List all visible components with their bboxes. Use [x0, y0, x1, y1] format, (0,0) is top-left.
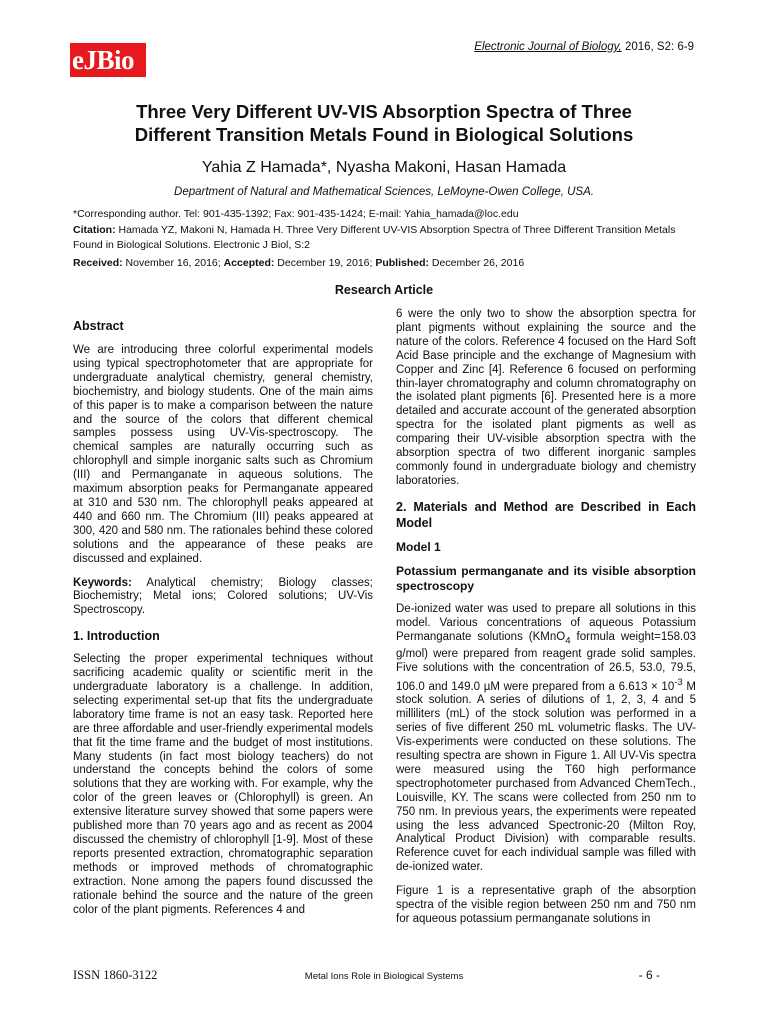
abstract-heading: Abstract	[73, 319, 124, 333]
journal-reference	[474, 41, 694, 53]
paper-title-line-2: Different Transition Metals Found in Biological Solutions	[134, 124, 634, 145]
materials-text-a: De-ionized water was used to prepare all solutions in this model. Various concentrations of aqueous Potassium Permanganate solutions (KMnO	[396, 602, 696, 643]
introduction-text: Selecting the proper experimental techniques without sacrificing academic quality or scientific merit in the undergraduate laboratory is a challenge. In addition, selecting experimental set-up that fits the undergraduate laboratory time frame is not an easy task. Reported here are three affordable and user-friendly experimental models that fit the time frame and the budget of most institutions. Many students (in fact most biology teachers) do not understand the concepts behind the colors of some solutions that they are working with. For example, why the color of the green leaves or (Chlorophyll) is green. An extensive literature survey showed that some papers were published more than 70 years ago and as recent as 2004 discussed the chemistry of chlorophyll [1-9]. Most of these reports presented extraction, chromatographic separation methods or improved methods of chromatographic extraction. None among the papers found discussed the rationale behind the source and the nature of the green color of the plant pigments. References 4 and	[73, 653, 373, 916]
subscript-4: 4	[565, 634, 571, 646]
left-column	[73, 318, 373, 927]
introduction-continued: 6 were the only two to show the absorption spectra for plant pigments without explaining the source and the nature of the colors. Reference 4 focused on the Hard Soft Acid Base principle and the exchange of Magnesium with Copper and Zinc [4]. Reference 6 focused on performing thin-layer chromatography and column chromatography on the isolated plant pigments [6]. Presented here is a more detailed and accurate account of the generated absorption spectra for the isolated plant pigments as well as comparing their UV-visible absorption spectra with the absorption spectra of two different inorganic samples commonly found in undergraduate biology and chemistry laboratories.	[396, 308, 696, 487]
keywords	[73, 577, 373, 619]
materials-text-b: formula weight=158.03 g/mol) were prepared from reagent grade solid samples. Five solutions with the concentration of 26.5, 53.0, 79.5, 106.0 and 149.0 µM were prepared from a 6.613 × 10	[396, 630, 696, 693]
article-type: Research Article	[334, 283, 434, 297]
received-date: November 16, 2016;	[122, 257, 224, 269]
introduction-heading: 1. Introduction	[73, 629, 160, 644]
published-label: Published:	[375, 257, 430, 269]
materials-text-c: M stock solution. A series of dilutions of 1, 2, 3, 4 and 5 milliliters (mL) of the stock solution was performed in a series of five different 250 mL volumetric flasks. The UV-Vis-experiments were conducted on these solutions. The resulting spectra are shown in Figure 1. All UV-Vis spectra were measured using the T60 high performance spectrophotometer purchased from Advanced ChemTech., Louisville, KY. The scans were collected from 250 nm to 750 nm. In previous years, the experiments were repeated using the less advanced Spectronic-20 (Milton Roy, Analytical Product Division) with comparable results. Reference cuvet for each individual sample was filled with de-ionized water.	[396, 680, 696, 874]
footer-section-title: Metal Ions Role in Biological Systems	[304, 971, 464, 982]
citation-label: Citation:	[73, 224, 116, 236]
affiliation: Department of Natural and Mathematical Sciences, LeMoyne-Owen College, USA.	[174, 186, 594, 198]
footer-page-number: - 6 -	[638, 968, 660, 982]
materials-paragraph-2: Figure 1 is a representative graph of the absorption spectra of the visible region between 250 nm and 750 nm for aqueous potassium permanganate solutions in	[396, 885, 696, 925]
keywords-text: Analytical chemistry; Biology classes; Biochemistry; Metal ions; Colored solutions; UV-Vis Spectroscopy.	[73, 576, 373, 617]
accepted-date: December 19, 2016;	[274, 257, 376, 269]
accepted-label: Accepted:	[223, 257, 275, 269]
paper-title-line-1: Three Very Different UV-VIS Absorption Spectra of Three	[136, 101, 632, 122]
citation	[73, 223, 697, 252]
materials-heading: 2. Materials and Method are Described in Each Model	[396, 499, 696, 530]
superscript-exponent: -3	[674, 676, 683, 688]
keywords-label: Keywords:	[73, 576, 132, 589]
publication-dates	[73, 257, 524, 269]
right-column	[396, 308, 696, 937]
abstract-text: We are introducing three colorful experimental models using typical spectrophotometer that are appropriate for undergraduate analytical chemistry, general chemistry, biochemistry, and biology students. One of the main aims of this paper is to make a comparison between the nature and the source of the colors that different chemical samples possess using UV-Vis-spectroscopy. The chemical samples are naturally occurring such as chlorophyll and simple inorganic salts such as Chromium (III) and Permanganate in aqueous solutions. The maximum absorption peaks for Permanganate appeared at 310 and 530 nm. The chlorophyll peaks appeared at 440 and 660 nm. The Chromium (III) peaks appeared at 300, 420 and 580 nm. The rationales behind these colored solutions and the appearance of these peaks are discussed and explained.	[73, 344, 373, 565]
citation-text: Hamada YZ, Makoni N, Hamada H. Three Very Different UV-VIS Absorption Spectra of Three Different Transition Metals Found in Biological Solutions. Electronic J Biol, S:2	[73, 224, 676, 251]
model-1-heading: Model 1	[396, 539, 441, 554]
journal-logo: eJBio	[70, 43, 146, 77]
permanganate-subheading: Potassium permanganate and its visible absorption spectroscopy	[396, 563, 696, 593]
journal-volume: 2016, S2: 6-9	[621, 41, 694, 53]
received-label: Received:	[73, 257, 123, 269]
published-date: December 26, 2016	[429, 257, 525, 269]
materials-paragraph-1	[396, 603, 696, 875]
journal-name-link[interactable]: Electronic Journal of Biology,	[474, 41, 622, 53]
author-list: Yahia Z Hamada*, Nyasha Makoni, Hasan Hamada	[201, 159, 567, 176]
paper-title	[70, 100, 698, 146]
corresponding-author: *Corresponding author. Tel: 901-435-1392; Fax: 901-435-1424; E-mail: Yahia_hamada@loc.edu	[73, 208, 519, 220]
footer-issn: ISSN 1860-3122	[73, 968, 158, 982]
